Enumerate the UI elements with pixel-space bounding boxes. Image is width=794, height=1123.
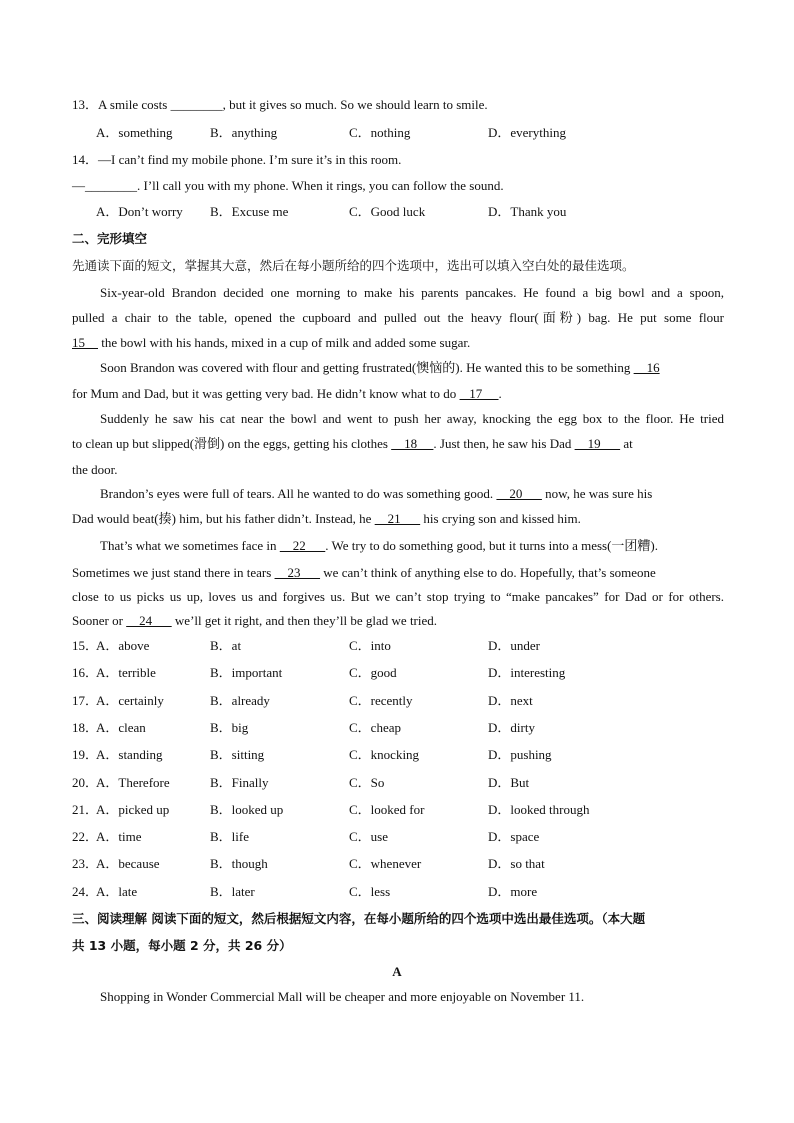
question-number: 24．: [72, 884, 99, 899]
option-a[interactable]: A．Don’t worry: [96, 204, 183, 219]
question-number: 23．: [72, 856, 99, 871]
question-14-reply: —________. I’ll call you with my phone. When it rings, you can follow the sound.: [72, 178, 504, 193]
passage-text: . We try to do something good, but it turns into a mess(一团糟).: [325, 538, 659, 553]
blank-18[interactable]: 18: [391, 436, 434, 451]
option-b[interactable]: B．Excuse me: [210, 204, 289, 219]
option-row: [72, 801, 722, 819]
passage-p4-line2: [72, 510, 724, 528]
question-number: 22．: [72, 829, 99, 844]
option-d[interactable]: D．so that: [488, 856, 545, 871]
option-row: [72, 855, 722, 873]
option-c[interactable]: C．use: [349, 829, 389, 844]
passage-p5-line3: close to us picks us up, loves us and forgives us. But we can’t stop trying to “make pancakes” for Dad or for others.: [72, 589, 724, 604]
option-a[interactable]: A．terrible: [96, 665, 156, 680]
passage-text: we’ll get it right, and then they’ll be glad we tried.: [171, 613, 438, 628]
option-row: [72, 692, 722, 710]
passage-text: .: [498, 386, 502, 401]
passage-text: to clean up but slipped(滑倒) on the eggs, getting his clothes: [72, 436, 392, 451]
option-d[interactable]: D．under: [488, 638, 540, 653]
option-d[interactable]: D．looked through: [488, 802, 590, 817]
blank-21[interactable]: 21: [374, 511, 421, 526]
option-row: [72, 828, 722, 846]
passage-p4-line1: [100, 485, 724, 503]
passage-text: Dad would beat(揍) him, but his father didn’t. Instead, he: [72, 511, 375, 526]
option-b[interactable]: B．Finally: [210, 775, 269, 790]
passage-text: Sooner or: [72, 613, 127, 628]
question-number: 18．: [72, 720, 99, 735]
passage-p5-line4: [72, 612, 724, 630]
passage-text: Sometimes we just stand there in tears: [72, 565, 275, 580]
option-c[interactable]: C．good: [349, 665, 397, 680]
option-d[interactable]: D．pushing: [488, 747, 552, 762]
passage-p2-line1: [100, 359, 724, 377]
passage-p3-line2: [72, 435, 724, 453]
passage-p1-line2: pulled a chair to the table, opened the cupboard and pulled out the heavy flour(面粉) bag. He put some flour: [72, 310, 724, 325]
option-b[interactable]: B．though: [210, 856, 268, 871]
blank-16[interactable]: 16: [633, 360, 660, 375]
blank-20[interactable]: 20: [496, 486, 542, 501]
option-b[interactable]: B．looked up: [210, 802, 284, 817]
passage-text: the bowl with his hands, mixed in a cup of milk and added some sugar.: [98, 335, 471, 350]
option-c[interactable]: C．nothing: [349, 125, 411, 140]
blank-19[interactable]: 19: [574, 436, 621, 451]
passage-p5-line2: [72, 564, 724, 582]
option-b[interactable]: B．at: [210, 638, 242, 653]
option-d[interactable]: D．Thank you: [488, 204, 567, 219]
question-number: 21．: [72, 802, 99, 817]
option-a[interactable]: A．certainly: [96, 693, 164, 708]
option-b[interactable]: B．life: [210, 829, 249, 844]
option-c[interactable]: C．knocking: [349, 747, 420, 762]
option-c[interactable]: C．whenever: [349, 856, 422, 871]
option-c[interactable]: C．So: [349, 775, 385, 790]
option-c[interactable]: C．into: [349, 638, 391, 653]
passage-text: That’s what we sometimes face in: [100, 538, 280, 553]
option-a[interactable]: A．late: [96, 884, 138, 899]
passage-text: now, he was sure his: [541, 486, 653, 501]
blank-24[interactable]: 24: [126, 613, 172, 628]
section-3-title-line1: 三、阅读理解 阅读下面的短文，然后根据短文内容，在每小题所给的四个选项中选出最佳选项。（本大题: [72, 911, 646, 926]
passage-p3-line1: Suddenly he saw his cat near the bowl and went to push her away, knocking the egg box to the floor. He tried: [100, 411, 724, 426]
option-a[interactable]: A．something: [96, 125, 173, 140]
passage-p3-line3: the door.: [72, 462, 118, 477]
option-c[interactable]: C．looked for: [349, 802, 425, 817]
section-3-title-line2: 共 13 小题，每小题 2 分，共 26 分）: [72, 938, 292, 953]
option-d[interactable]: D．everything: [488, 125, 566, 140]
option-b[interactable]: B．sitting: [210, 747, 265, 762]
passage-p1-line3: [72, 334, 724, 352]
option-d[interactable]: D．But: [488, 775, 530, 790]
question-number: 15．: [72, 638, 99, 653]
passage-text: at: [620, 436, 633, 451]
option-d[interactable]: D．dirty: [488, 720, 535, 735]
option-row: [72, 637, 722, 655]
passage-text: Brandon’s eyes were full of tears. All he wanted to do was something good.: [100, 486, 497, 501]
option-c[interactable]: C．recently: [349, 693, 413, 708]
option-b[interactable]: B．important: [210, 665, 283, 680]
option-c[interactable]: C．less: [349, 884, 391, 899]
blank-15[interactable]: 15: [72, 335, 98, 350]
blank-17[interactable]: 17: [459, 386, 499, 401]
question-number: 20．: [72, 775, 99, 790]
passage-text: his crying son and kissed him.: [420, 511, 581, 526]
option-a[interactable]: A．time: [96, 829, 142, 844]
section-2-title: 二、完形填空: [72, 231, 148, 246]
option-a[interactable]: A．clean: [96, 720, 146, 735]
option-b[interactable]: B．anything: [210, 125, 278, 140]
option-d[interactable]: D．more: [488, 884, 538, 899]
question-number: 19．: [72, 747, 99, 762]
passage-p5-line1: [100, 537, 724, 555]
option-d[interactable]: D．space: [488, 829, 540, 844]
option-c[interactable]: C．Good luck: [349, 204, 426, 219]
section-2-instruction: 先通读下面的短文，掌握其大意，然后在每小题所给的四个选项中，选出可以填入空白处的最佳选项。: [72, 258, 635, 273]
question-number: 16．: [72, 665, 99, 680]
option-b[interactable]: B．big: [210, 720, 249, 735]
passage-a-heading: A: [392, 964, 402, 979]
question-14-stem: 14．—I can’t find my mobile phone. I’m sure it’s in this room.: [72, 152, 402, 167]
passage-p2-line2: [72, 385, 724, 403]
question-14-options: [72, 203, 722, 221]
passage-a-first-line: Shopping in Wonder Commercial Mall will be cheaper and more enjoyable on November 11.: [100, 989, 585, 1004]
option-d[interactable]: D．interesting: [488, 665, 566, 680]
option-d[interactable]: D．next: [488, 693, 533, 708]
option-row: [72, 664, 722, 682]
question-13-stem: 13．A smile costs ________, but it gives so much. So we should learn to smile.: [72, 97, 488, 112]
option-b[interactable]: B．later: [210, 884, 255, 899]
option-a[interactable]: A．Therefore: [96, 775, 170, 790]
option-a[interactable]: A．standing: [96, 747, 163, 762]
passage-text: Soon Brandon was covered with flour and getting frustrated(懊恼的). He wanted this to be something: [100, 360, 634, 375]
passage-text: . Just then, he saw his Dad: [433, 436, 575, 451]
question-13-options: [72, 124, 722, 142]
option-row: [72, 719, 722, 737]
blank-23[interactable]: 23: [274, 565, 321, 580]
passage-text: for Mum and Dad, but it was getting very bad. He didn’t know what to do: [72, 386, 460, 401]
blank-22[interactable]: 22: [279, 538, 326, 553]
passage-p1-line1: Six-year-old Brandon decided one morning to make his parents pancakes. He found a big bowl and a spoon,: [100, 285, 724, 300]
question-number: 17．: [72, 693, 99, 708]
option-a[interactable]: A．above: [96, 638, 150, 653]
option-c[interactable]: C．cheap: [349, 720, 401, 735]
option-b[interactable]: B．already: [210, 693, 270, 708]
option-row: [72, 746, 722, 764]
option-a[interactable]: A．because: [96, 856, 160, 871]
option-row: [72, 883, 722, 901]
option-row: [72, 774, 722, 792]
option-a[interactable]: A．picked up: [96, 802, 170, 817]
passage-text: we can’t think of anything else to do. Hopefully, that’s someone: [320, 565, 656, 580]
